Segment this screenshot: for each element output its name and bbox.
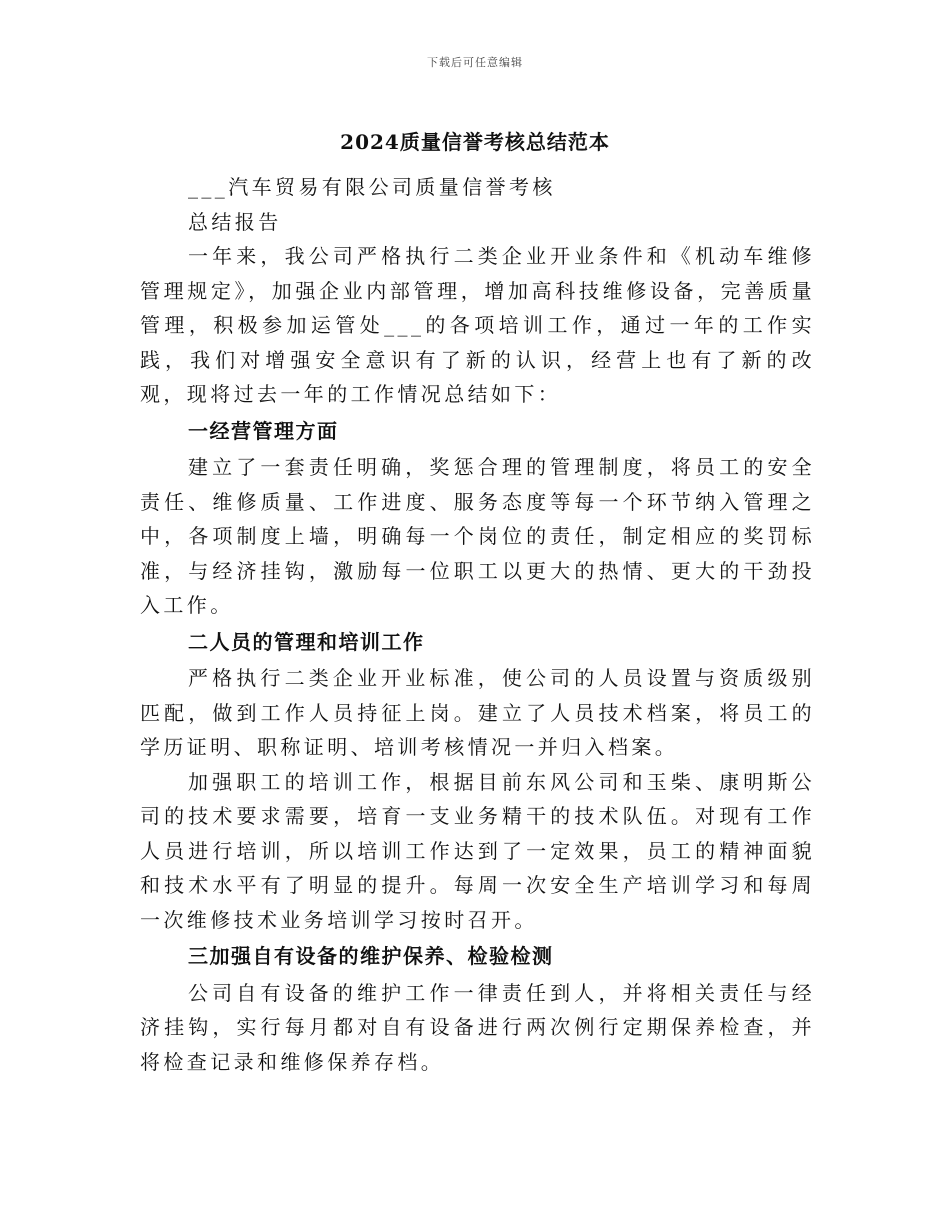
paragraph: 建立了一套责任明确，奖惩合理的管理制度，将员工的安全责任、维修质量、工作进度、服务态度等每一个环节纳入管理之中，各项制度上墙，明确每一个岗位的责任，制定相应的奖罚标准，与经济挂钩，激励每一位职工以更大的热情、更大的干劲投入工作。 (140, 455, 815, 617)
page-header: 下载后可任意编辑 (427, 56, 523, 69)
section-heading: 三加强自有设备的维护保养、检验检测 (188, 944, 554, 968)
paragraph: 总结报告 (188, 209, 282, 234)
section-heading: 二人员的管理和培训工作 (188, 629, 425, 654)
paragraph: 公司自有设备的维护工作一律责任到人，并将相关责任与经济挂钩，实行每月都对自有设备进行两次例行定期保养检查，并将检查记录和维修保养存档。 (140, 980, 815, 1074)
paragraph: 加强职工的培训工作，根据目前东风公司和玉柴、康明斯公司的技术要求需要，培育一支业务精干的技术队伍。对现有工作人员进行培训，所以培训工作达到了一定效果，员工的精神面貌和技术水平有了明显的提升。每周一次安全生产培训学习和每周一次维修技术业务培训学习按时召开。 (140, 769, 815, 932)
paragraph: 严格执行二类企业开业标准，使公司的人员设置与资质级别匹配，做到工作人员持征上岗。建立了人员技术档案，将员工的学历证明、职称证明、培训考核情况一并归入档案。 (140, 666, 815, 759)
document-title: 2024质量信誉考核总结范本 (340, 130, 610, 154)
section-heading: 一经营管理方面 (188, 418, 339, 443)
paragraph: 一年来，我公司严格执行二类企业开业条件和《机动车维修管理规定》，加强企业内部管理，增加高科技维修设备，完善质量管理，积极参加运管处___的各项培训工作，通过一年的工作实践，我们对增强安全意识有了新的认识，经营上也有了新的改观，现将过去一年的工作情况总结如下： (140, 244, 815, 406)
document-body (140, 170, 815, 1079)
paragraph: ___汽车贸易有限公司质量信誉考核 (188, 175, 556, 199)
